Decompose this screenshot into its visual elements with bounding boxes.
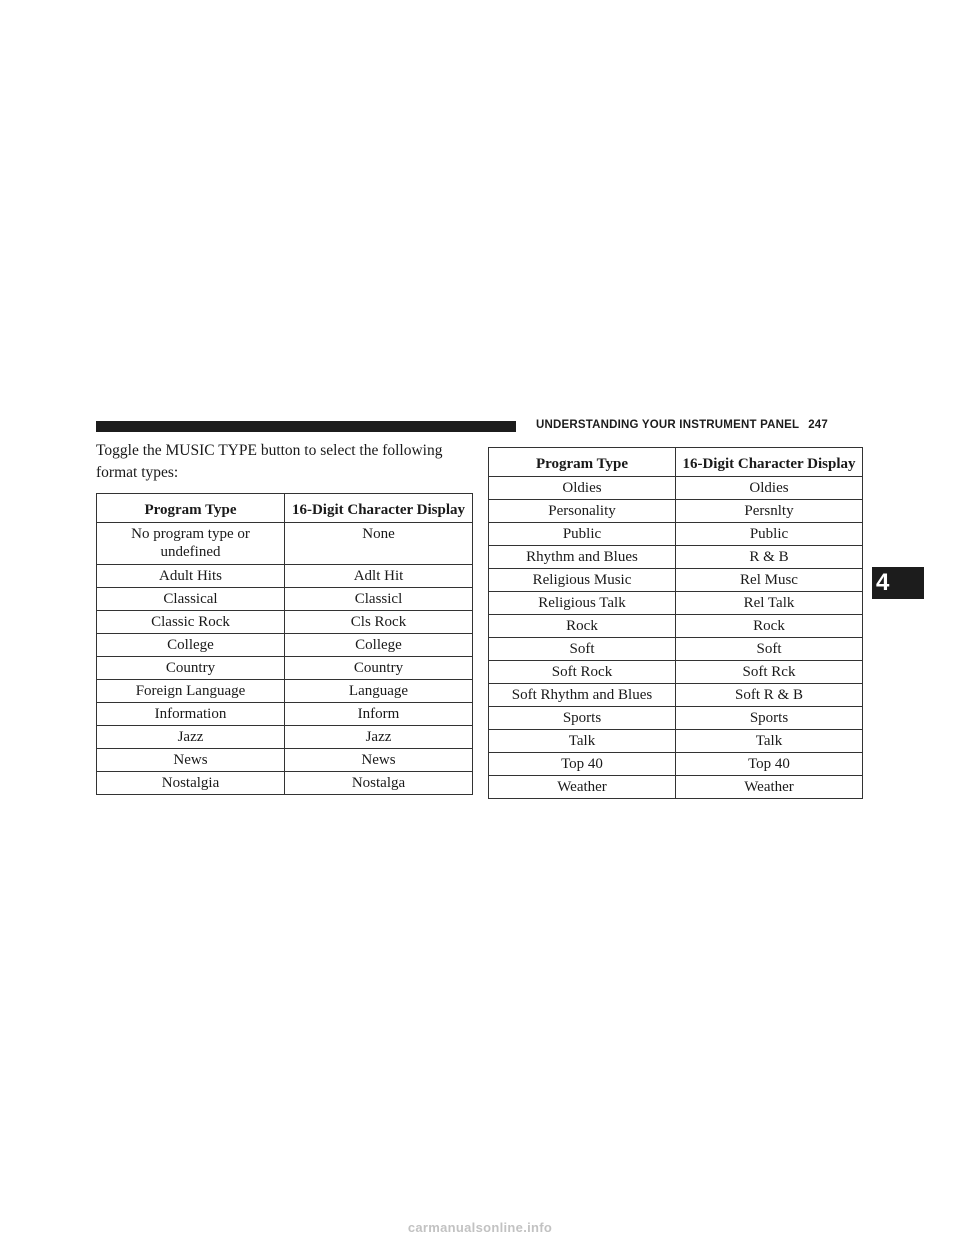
program-type-cell: Weather — [489, 776, 676, 799]
table-row — [489, 707, 863, 730]
table-row — [489, 500, 863, 523]
program-type-cell: Country — [97, 657, 285, 680]
table-row — [489, 776, 863, 799]
display-cell: R & B — [676, 546, 863, 569]
table-row — [97, 634, 473, 657]
table-row — [489, 592, 863, 615]
display-cell: Adlt Hit — [285, 565, 473, 588]
table-row — [489, 661, 863, 684]
program-type-cell: Talk — [489, 730, 676, 753]
display-cell: Country — [285, 657, 473, 680]
program-type-cell: Rhythm and Blues — [489, 546, 676, 569]
display-cell: News — [285, 749, 473, 772]
display-cell: Persnlty — [676, 500, 863, 523]
table-row — [97, 772, 473, 795]
table-header-row — [97, 494, 473, 523]
table-header-row — [489, 448, 863, 477]
program-type-cell: Rock — [489, 615, 676, 638]
display-cell: Soft — [676, 638, 863, 661]
program-type-cell: Soft Rock — [489, 661, 676, 684]
display-cell: None — [285, 523, 473, 565]
program-type-cell: Personality — [489, 500, 676, 523]
display-cell: Cls Rock — [285, 611, 473, 634]
display-cell: Language — [285, 680, 473, 703]
table-row — [97, 703, 473, 726]
table-row — [489, 753, 863, 776]
table-row — [489, 638, 863, 661]
display-cell: Public — [676, 523, 863, 546]
program-type-cell: Information — [97, 703, 285, 726]
display-cell: Soft R & B — [676, 684, 863, 707]
program-type-cell: Religious Talk — [489, 592, 676, 615]
program-type-cell: News — [97, 749, 285, 772]
display-cell: Inform — [285, 703, 473, 726]
display-cell: Oldies — [676, 477, 863, 500]
table-row — [489, 477, 863, 500]
program-type-cell: Soft — [489, 638, 676, 661]
column-header-display: 16-Digit Character Display — [285, 494, 473, 523]
program-type-cell: Jazz — [97, 726, 285, 749]
table-row — [489, 684, 863, 707]
header-rule — [96, 421, 516, 432]
table-row — [97, 749, 473, 772]
column-header-program-type: Program Type — [97, 494, 285, 523]
display-cell: Jazz — [285, 726, 473, 749]
table-row — [97, 657, 473, 680]
program-type-cell: Top 40 — [489, 753, 676, 776]
section-title: UNDERSTANDING YOUR INSTRUMENT PANEL — [536, 419, 800, 431]
program-type-cell: Adult Hits — [97, 565, 285, 588]
running-header — [536, 419, 828, 431]
display-cell: Soft Rck — [676, 661, 863, 684]
program-type-cell: College — [97, 634, 285, 657]
table-row — [97, 680, 473, 703]
display-cell: Talk — [676, 730, 863, 753]
program-type-cell: Sports — [489, 707, 676, 730]
program-type-cell: Classical — [97, 588, 285, 611]
table-row — [489, 730, 863, 753]
program-type-cell: Classic Rock — [97, 611, 285, 634]
table-row — [97, 726, 473, 749]
table-row — [489, 569, 863, 592]
watermark: carmanualsonline.info — [407, 1220, 553, 1235]
program-type-cell: No program type or undefined — [97, 523, 285, 565]
column-header-program-type: Program Type — [489, 448, 676, 477]
intro-paragraph — [96, 440, 473, 484]
display-cell: Rel Musc — [676, 569, 863, 592]
table-row — [97, 588, 473, 611]
program-type-cell: Soft Rhythm and Blues — [489, 684, 676, 707]
table-row — [489, 546, 863, 569]
program-type-cell: Religious Music — [489, 569, 676, 592]
chapter-tab: 4 — [872, 567, 924, 599]
display-cell: Weather — [676, 776, 863, 799]
table-row — [97, 611, 473, 634]
display-cell: Rel Talk — [676, 592, 863, 615]
table-row — [97, 523, 473, 565]
table-row — [97, 565, 473, 588]
display-cell: Nostalga — [285, 772, 473, 795]
program-type-table-left — [96, 493, 473, 795]
display-cell: Classicl — [285, 588, 473, 611]
display-cell: College — [285, 634, 473, 657]
program-type-table-right — [488, 447, 863, 799]
page-number: 247 — [808, 419, 828, 431]
program-type-cell: Public — [489, 523, 676, 546]
display-cell: Rock — [676, 615, 863, 638]
program-type-cell: Oldies — [489, 477, 676, 500]
intro-line-2: format types: — [96, 464, 179, 481]
table-row — [489, 615, 863, 638]
display-cell: Sports — [676, 707, 863, 730]
program-type-cell: Nostalgia — [97, 772, 285, 795]
display-cell: Top 40 — [676, 753, 863, 776]
program-type-cell: Foreign Language — [97, 680, 285, 703]
column-header-display: 16-Digit Character Display — [676, 448, 863, 477]
intro-line-1: Toggle the MUSIC TYPE button to select the following — [96, 442, 443, 459]
table-row — [489, 523, 863, 546]
